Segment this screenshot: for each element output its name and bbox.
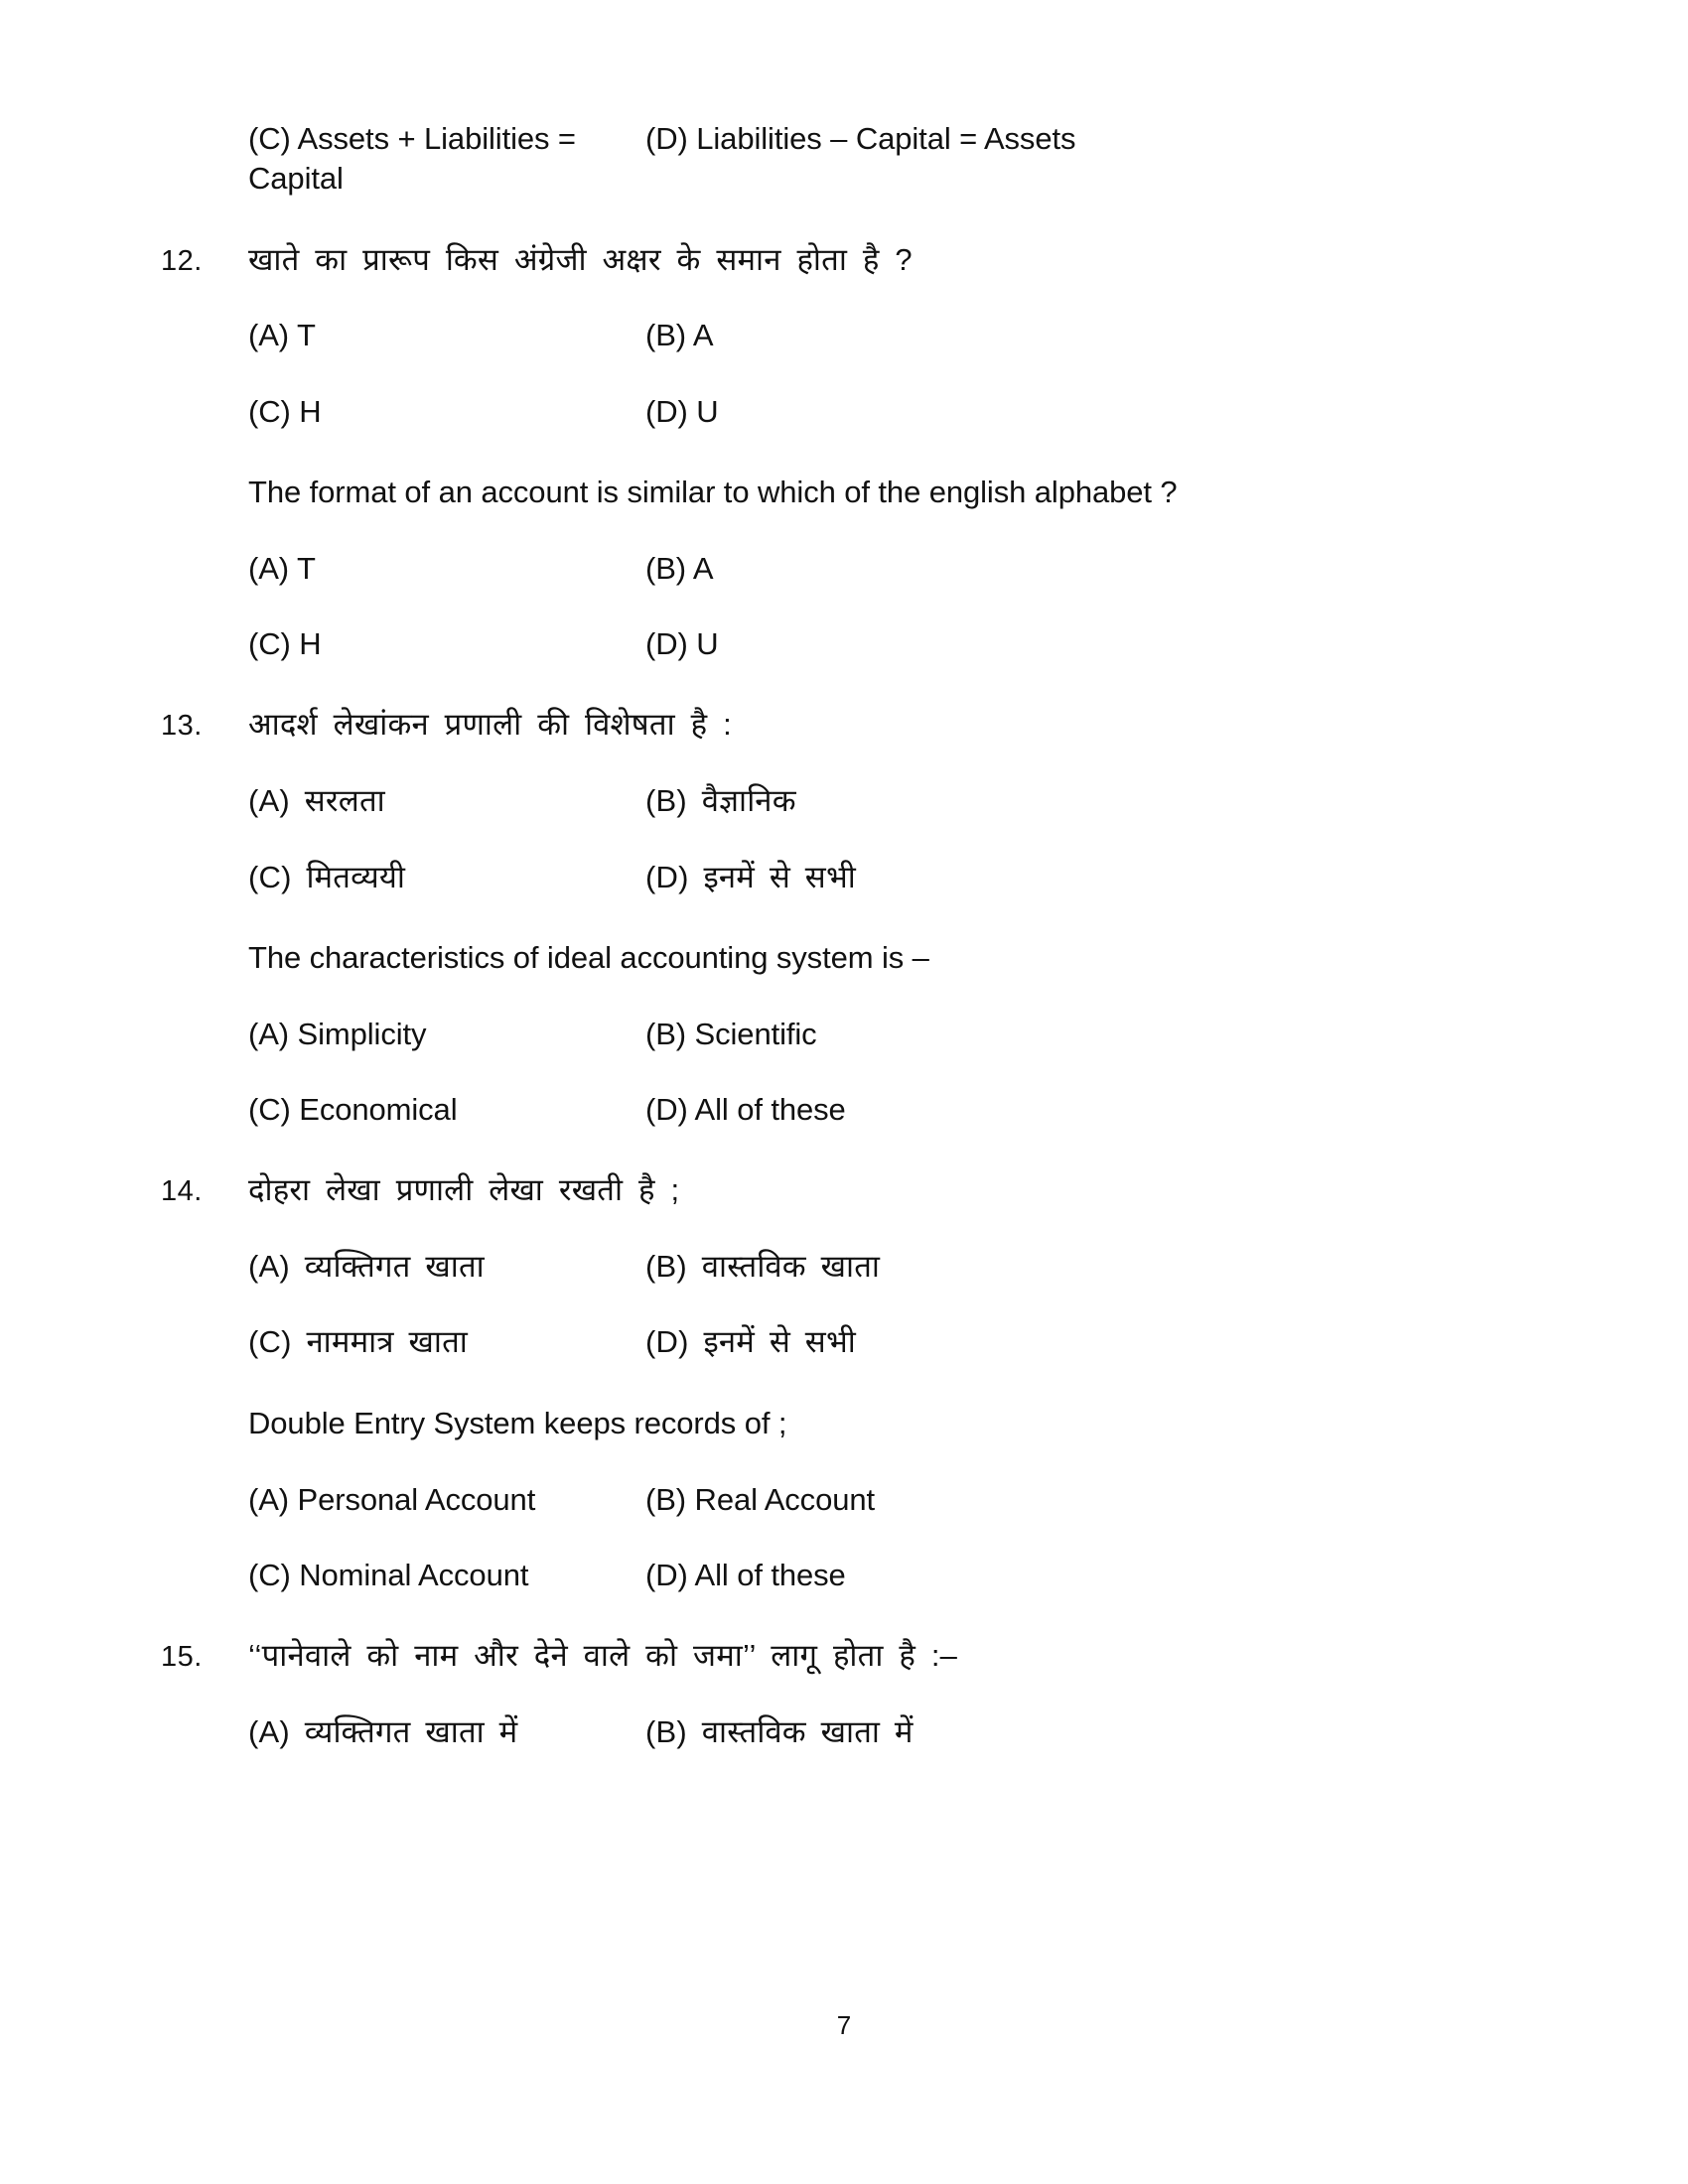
question-12-hindi-option-d[interactable]: (D) U	[645, 393, 719, 429]
question-13-hindi-option-b[interactable]: (B) वैज्ञानिक	[645, 783, 796, 819]
question-14-number: 14.	[161, 1175, 203, 1208]
question-13-english-options-cd	[248, 1090, 1420, 1130]
page-content	[161, 119, 1420, 1752]
question-14	[161, 1169, 1420, 1595]
question-13-english-options-ab	[248, 1015, 1420, 1054]
question-13	[161, 704, 1420, 1130]
question-15-hindi-line	[161, 1635, 1420, 1677]
carryover-options-row	[248, 119, 1420, 200]
question-12-hindi-line	[161, 239, 1420, 281]
question-12-english-text: The format of an account is similar to which of the english alphabet ?	[248, 475, 1178, 510]
question-14-hindi-options-cd	[248, 1322, 1420, 1362]
carryover-option-d: (D) Liabilities – Capital = Assets	[645, 121, 1076, 156]
question-13-english-option-b[interactable]: (B) Scientific	[645, 1016, 817, 1051]
question-13-english-option-a[interactable]: (A) Simplicity	[248, 1016, 427, 1051]
question-15-hindi-text: ‘‘पानेवाले को नाम और देने वाले को जमा’’ लागू होता है :–	[248, 1638, 958, 1674]
question-13-english-text: The characteristics of ideal accounting system is –	[248, 939, 929, 975]
question-12-number: 12.	[161, 244, 203, 277]
question-12-hindi-option-c[interactable]: (C) H	[248, 393, 322, 429]
question-13-hindi-option-c[interactable]: (C) मितव्ययी	[248, 859, 406, 894]
question-13-english-option-d[interactable]: (D) All of these	[645, 1092, 846, 1128]
question-14-english-option-d[interactable]: (D) All of these	[645, 1557, 846, 1592]
question-13-hindi-text: आदर्श लेखांकन प्रणाली की विशेषता है :	[248, 707, 732, 743]
question-12-hindi-options-cd	[248, 392, 1420, 432]
question-12-english-option-b[interactable]: (B) A	[645, 550, 714, 586]
question-14-english-options-ab	[248, 1480, 1420, 1520]
question-12-english-option-c[interactable]: (C) H	[248, 626, 322, 662]
question-14-english-option-c[interactable]: (C) Nominal Account	[248, 1557, 529, 1592]
question-13-hindi-options-cd	[248, 858, 1420, 897]
question-14-hindi-line	[161, 1169, 1420, 1211]
question-15-hindi-option-a[interactable]: (A) व्यक्तिगत खाता में	[248, 1714, 518, 1750]
question-12-hindi-option-a[interactable]: (A) T	[248, 318, 316, 353]
question-13-hindi-option-d[interactable]: (D) इनमें से सभी	[645, 859, 856, 894]
question-12-english-option-d[interactable]: (D) U	[645, 626, 719, 662]
question-12	[161, 239, 1420, 665]
question-13-hindi-line	[161, 704, 1420, 746]
question-14-hindi-option-c[interactable]: (C) नाममात्र खाता	[248, 1324, 468, 1360]
question-14-english-options-cd	[248, 1556, 1420, 1595]
question-13-hindi-option-a[interactable]: (A) सरलता	[248, 783, 385, 819]
question-14-hindi-option-d[interactable]: (D) इनमें से सभी	[645, 1324, 856, 1360]
question-14-hindi-options-ab	[248, 1247, 1420, 1287]
question-12-english-options-ab	[248, 549, 1420, 589]
question-14-english-option-b[interactable]: (B) Real Account	[645, 1481, 876, 1517]
page-number: 7	[836, 2010, 852, 2040]
carryover-option-c: (C) Assets + Liabilities = Capital	[248, 121, 576, 197]
question-13-hindi-options-ab	[248, 781, 1420, 821]
question-12-english-options-cd	[248, 624, 1420, 664]
question-13-number: 13.	[161, 710, 203, 743]
question-12-hindi-text: खाते का प्रारूप किस अंग्रेजी अक्षर के समान होता है ?	[248, 241, 913, 277]
question-12-hindi-options-ab	[248, 316, 1420, 355]
question-14-hindi-text: दोहरा लेखा प्रणाली लेखा रखती है ;	[248, 1172, 680, 1208]
question-14-hindi-option-a[interactable]: (A) व्यक्तिगत खाता	[248, 1249, 485, 1285]
question-15	[161, 1635, 1420, 1752]
question-15-number: 15.	[161, 1641, 203, 1674]
question-14-hindi-option-b[interactable]: (B) वास्तविक खाता	[645, 1249, 881, 1285]
question-14-english-option-a[interactable]: (A) Personal Account	[248, 1481, 536, 1517]
question-15-hindi-option-b[interactable]: (B) वास्तविक खाता में	[645, 1714, 914, 1750]
question-12-english-option-a[interactable]: (A) T	[248, 550, 316, 586]
question-15-hindi-options-ab	[248, 1712, 1420, 1752]
question-13-english-option-c[interactable]: (C) Economical	[248, 1092, 458, 1128]
question-12-hindi-option-b[interactable]: (B) A	[645, 318, 714, 353]
question-14-english-text: Double Entry System keeps records of ;	[248, 1405, 787, 1440]
